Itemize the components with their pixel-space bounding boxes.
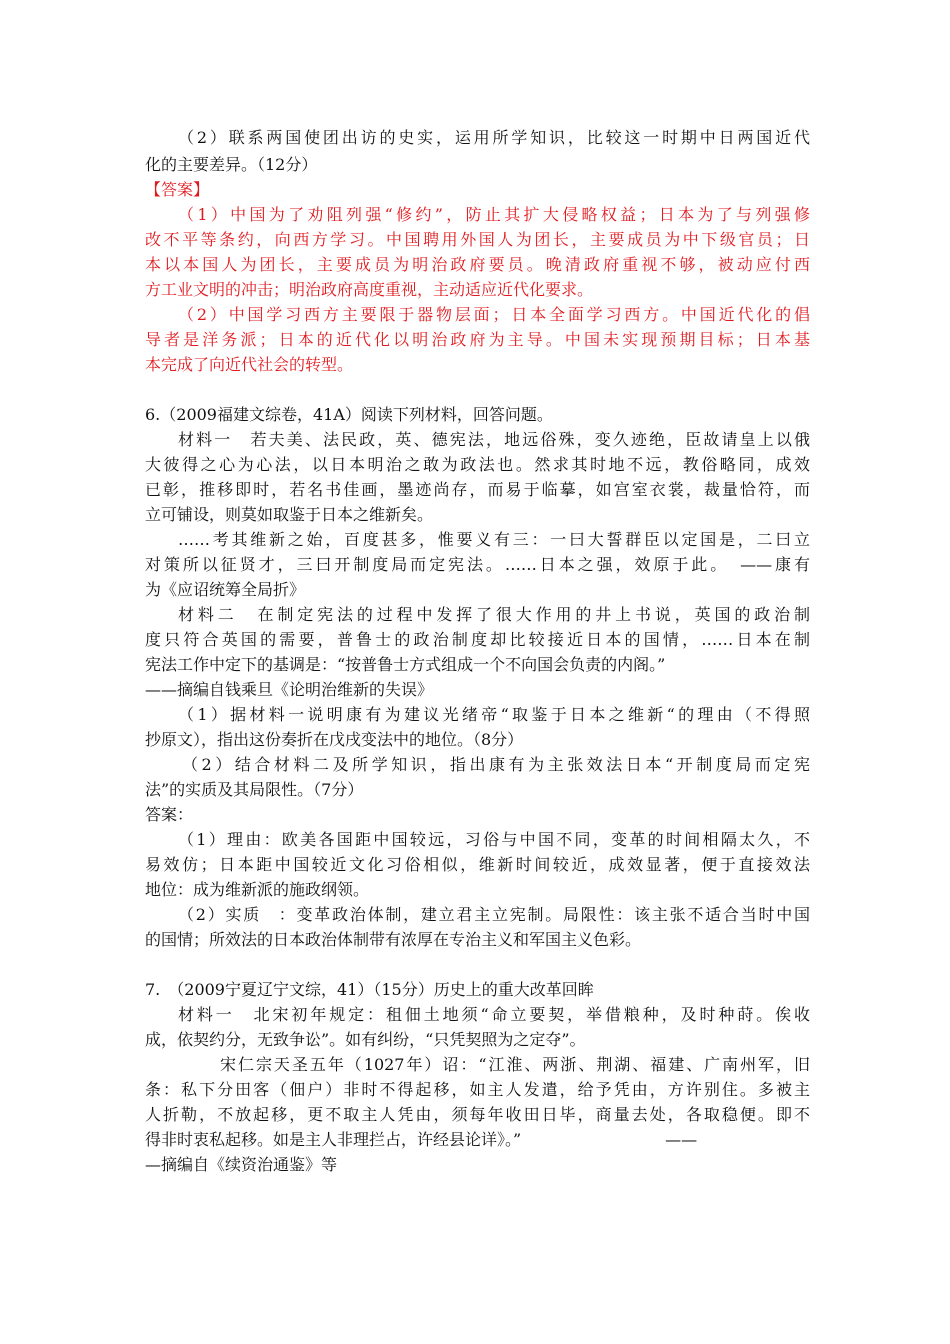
q7-material1-line: 成，依契约分，无致争讼”。如有纠纷，“只凭契照为之定夺”。 <box>145 1030 586 1049</box>
q6-answer-label: 答案： <box>145 805 194 824</box>
q6-material1b-line: 为《应诏统筹全局折》 <box>145 580 306 599</box>
q6-question1-line: 抄原文），指出这份奏折在戊戌变法中的地位。（8分） <box>145 730 524 749</box>
q7-material1b-line: 人折勒，不放起移，更不取主人凭由，须每年收田日毕，商量去处，各取稳便。即不 <box>145 1105 810 1124</box>
q7-material1-line: 材料一 北宋初年规定：租佃土地须“命立要契，举借粮种，及时种莳。俟收 <box>178 1005 810 1024</box>
q6-material1-line: 材料一 若夫美、法民政，英、德宪法，地远俗殊，变久迹绝，臣故请皇上以俄 <box>178 430 810 449</box>
q5-part2-line: （2）联系两国使团出访的史实，运用所学知识，比较这一时期中日两国近代 <box>178 128 810 147</box>
q5-answer-line: 本完成了向近代社会的转型。 <box>145 355 354 374</box>
q6-material2-line: 材料二 在制定宪法的过程中发挥了很大作用的井上书说，英国的政治制 <box>178 605 810 624</box>
q6-material2-line: ——摘编自钱乘旦《论明治维新的失误》 <box>145 680 434 699</box>
q6-title: 6.（2009福建文综卷，41A）阅读下列材料，回答问题。 <box>145 405 553 424</box>
q6-question2-line: 法”的实质及其局限性。（7分） <box>145 780 364 799</box>
q7-title: 7. （2009宁夏辽宁文综，41）（15分）历史上的重大改革回眸 <box>145 980 594 999</box>
q6-material1-line: 立可铺设，则莫如取鉴于日本之维新矣。 <box>145 505 434 524</box>
q6-answer-line: （2）实质 ：变革政治体制，建立君主立宪制。局限性：该主张不适合当时中国 <box>178 905 810 924</box>
q5-answer-line: 导者是洋务派；日本的近代化以明治政府为主导。中国未实现预期目标；日本基 <box>145 330 810 349</box>
q7-material1b-line: 得非时衷私起移。如是主人非理拦占，许经县论详》。” —— <box>145 1130 698 1149</box>
q6-answer-line: 地位：成为维新派的施政纲领。 <box>145 880 370 899</box>
q5-answer-line: 方工业文明的冲击；明治政府高度重视，主动适应近代化要求。 <box>145 280 594 299</box>
q6-material1-line: 已彰，推移即时，若名书佳画，墨迹尚存，而易于临摹，如宫室衣裳，裁量恰符，而 <box>145 480 810 499</box>
q5-answer-line: （1）中国为了劝阻列强“修约”，防止其扩大侵略权益；日本为了与列强修 <box>178 205 810 224</box>
q5-answer-label: 【答案】 <box>145 180 210 199</box>
q6-material2-line: 度只符合英国的需要，普鲁士的政治制度却比较接近日本的国情，……日本在制 <box>145 630 810 649</box>
q7-material1b-line: 条：私下分田客（佃户）非时不得起移，如主人发遣，给予凭由，方许别住。多被主 <box>145 1080 810 1099</box>
q5-answer-line: 本以本国人为团长，主要成员为明治政府要员。晚清政府重视不够，被动应付西 <box>145 255 810 274</box>
q6-material2-line: 宪法工作中定下的基调是：“按普鲁士方式组成一个不向国会负责的内阁。” <box>145 655 666 674</box>
q6-material1-line: 大彼得之心为心法，以日本明治之敢为政法也。然求其时地不远，教俗略同，成效 <box>145 455 810 474</box>
q7-material1b-line: 宋仁宗天圣五年（1027年）诏：“江淮、两浙、荆湖、福建、广南州军，旧 <box>220 1055 810 1074</box>
q6-question1-line: （1）据材料一说明康有为建议光绪帝“取鉴于日本之维新“的理由（不得照 <box>178 705 810 724</box>
q6-answer-line: 的国情；所效法的日本政治体制带有浓厚在专治主义和军国主义色彩。 <box>145 930 642 949</box>
q6-material1b-line: 对策所以征贤才，三曰开制度局而定宪法。……日本之强，效原于此。 ——康有 <box>145 555 810 574</box>
q5-answer-line: 改不平等条约，向西方学习。中国聘用外国人为团长，主要成员为中下级官员；日 <box>145 230 810 249</box>
q6-question2-line: （2）结合材料二及所学知识，指出康有为主张效法日本“开制度局而定宪 <box>182 755 810 774</box>
q6-material1b-line: ……考其维新之始，百度甚多，惟要义有三：一曰大誓群臣以定国是，二曰立 <box>178 530 810 549</box>
q6-answer-line: （1）理由：欧美各国距中国较远，习俗与中国不同，变革的时间相隔太久，不 <box>178 830 810 849</box>
q5-part2-line: 化的主要差异。（12分） <box>145 155 318 174</box>
q7-material1b-line: —摘编自《续资治通鉴》等 <box>145 1155 338 1174</box>
q5-answer-line: （2）中国学习西方主要限于器物层面；日本全面学习西方。中国近代化的倡 <box>178 305 810 324</box>
q6-answer-line: 易效仿；日本距中国较近文化习俗相似，维新时间较近，成效显著，便于直接效法 <box>145 855 810 874</box>
